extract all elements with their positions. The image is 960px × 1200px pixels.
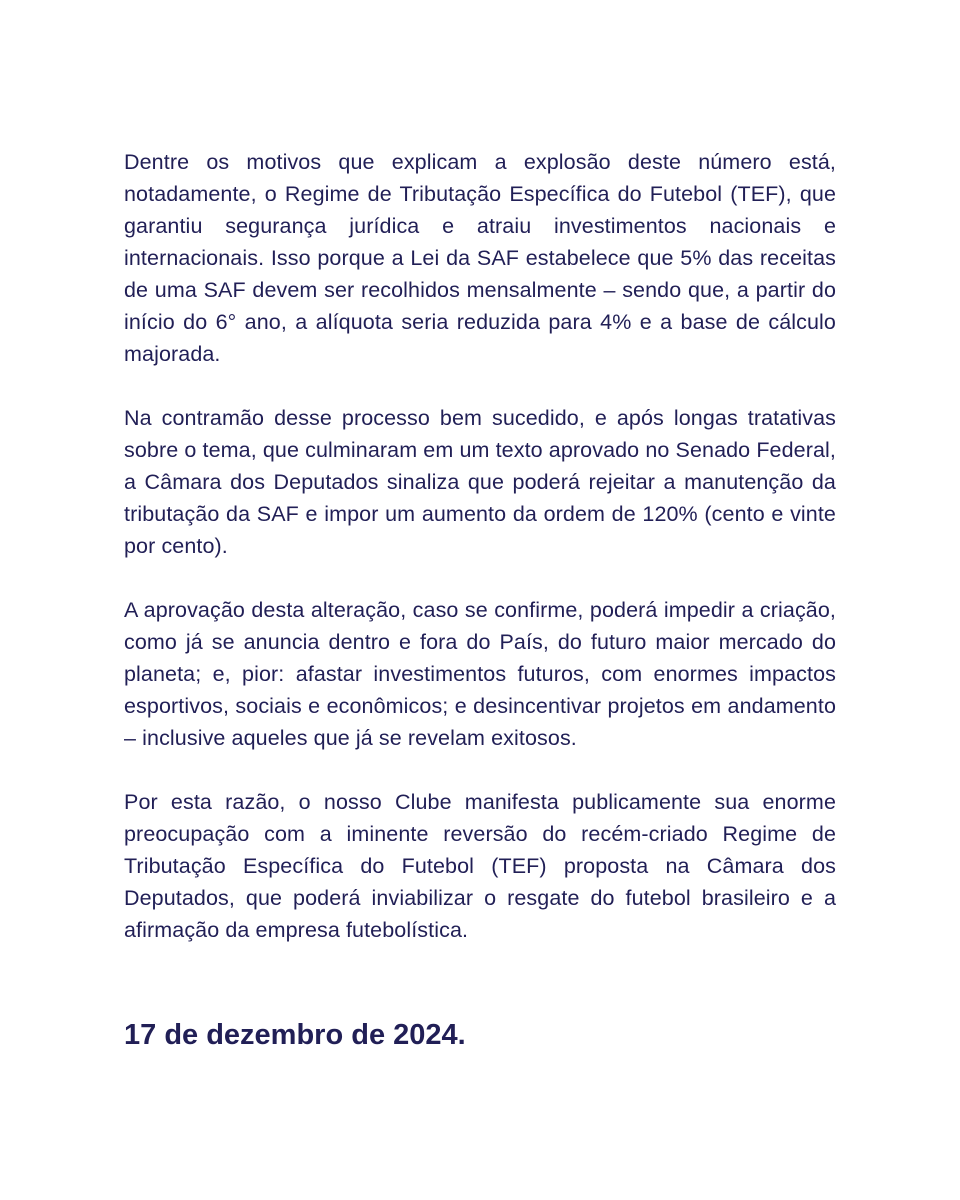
document-body [124, 146, 836, 1052]
paragraph-tef-regime: Dentre os motivos que explicam a explosão deste número está, notadamente, o Regime de Tributação Específica do Futebol (TEF), que garantiu segurança jurídica e atraiu investimentos nacionais e internacionais. Isso porque a Lei da SAF estabelece que 5% das receitas de uma SAF devem ser recolhidos mensalmente – sendo que, a partir do início do 6° ano, a alíquota seria reduzida para 4% e a base de cálculo majorada. [124, 150, 836, 366]
document-date: 17 de dezembro de 2024. [124, 1019, 466, 1051]
paragraph-camara-rejeicao: Na contramão desse processo bem sucedido, e após longas tratativas sobre o tema, que culminaram em um texto aprovado no Senado Federal, a Câmara dos Deputados sinaliza que poderá rejeitar a manutenção da tributação da SAF e impor um aumento da ordem de 120% (cento e vinte por cento). [124, 406, 836, 558]
paragraph-impactos: A aprovação desta alteração, caso se confirme, poderá impedir a criação, como já se anuncia dentro e fora do País, do futuro maior mercado do planeta; e, pior: afastar investimentos futuros, com enormes impactos esportivos, sociais e econômicos; e desincentivar projetos em andamento – inclusive aqueles que já se revelam exitosos. [124, 598, 836, 750]
paragraph-manifesto-clube: Por esta razão, o nosso Clube manifesta publicamente sua enorme preocupação com a iminente reversão do recém-criado Regime de Tributação Específica do Futebol (TEF) proposta na Câmara dos Deputados, que poderá inviabilizar o resgate do futebol brasileiro e a afirmação da empresa futebolística. [124, 790, 836, 942]
